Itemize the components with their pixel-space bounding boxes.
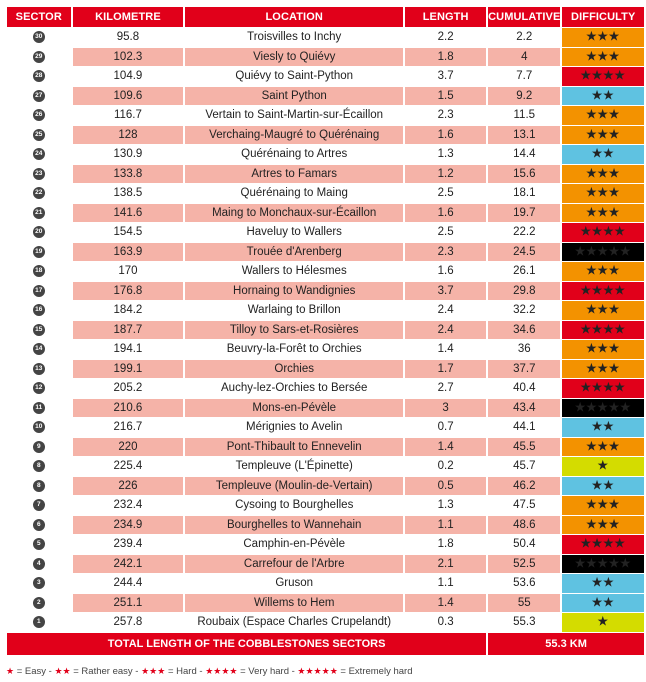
difficulty-stars: ★★★★★ <box>562 399 644 418</box>
table-row <box>7 48 644 67</box>
cumulative-cell: 43.4 <box>488 399 560 418</box>
length-cell: 1.1 <box>405 574 486 593</box>
length-cell: 1.6 <box>405 262 486 281</box>
kilometre-cell: 226 <box>73 477 184 496</box>
table-row <box>7 106 644 125</box>
difficulty-stars: ★★ <box>562 87 644 106</box>
location-cell: Troisvilles to Inchy <box>185 28 403 47</box>
kilometre-header: KILOMETRE <box>73 7 184 27</box>
difficulty-stars: ★★★ <box>562 496 644 515</box>
legend-label: = Easy - <box>14 666 55 677</box>
location-cell: Quérénaing to Artres <box>185 145 403 164</box>
length-cell: 1.5 <box>405 87 486 106</box>
sector-number-badge: 7 <box>33 499 45 511</box>
sector-number-badge: 18 <box>33 265 45 277</box>
sector-cell <box>7 165 71 184</box>
sector-cell <box>7 379 71 398</box>
sector-cell <box>7 262 71 281</box>
location-cell: Templeuve (L'Épinette) <box>185 457 403 476</box>
cumulative-cell: 45.7 <box>488 457 560 476</box>
table-row <box>7 165 644 184</box>
difficulty-stars: ★★★ <box>562 165 644 184</box>
kilometre-cell: 184.2 <box>73 301 184 320</box>
cumulative-cell: 2.2 <box>488 28 560 47</box>
sector-number-badge: 28 <box>33 70 45 82</box>
sector-header: SECTOR <box>7 7 71 27</box>
location-cell: Wallers to Hélesmes <box>185 262 403 281</box>
length-cell: 1.3 <box>405 496 486 515</box>
location-cell: Warlaing to Brillon <box>185 301 403 320</box>
location-cell: Hornaing to Wandignies <box>185 282 403 301</box>
length-cell: 2.4 <box>405 321 486 340</box>
sector-number-badge: 14 <box>33 343 45 355</box>
sector-number-badge: 8 <box>33 480 45 492</box>
table-row <box>7 67 644 86</box>
sector-cell <box>7 67 71 86</box>
location-cell: Willems to Hem <box>185 594 403 613</box>
difficulty-stars: ★★★ <box>562 204 644 223</box>
cumulative-cell: 53.6 <box>488 574 560 593</box>
sector-cell <box>7 594 71 613</box>
cumulative-cell: 36 <box>488 340 560 359</box>
cumulative-cell: 45.5 <box>488 438 560 457</box>
kilometre-cell: 242.1 <box>73 555 184 574</box>
kilometre-cell: 133.8 <box>73 165 184 184</box>
length-cell: 1.6 <box>405 126 486 145</box>
length-cell: 2.7 <box>405 379 486 398</box>
kilometre-cell: 210.6 <box>73 399 184 418</box>
table-row <box>7 321 644 340</box>
cumulative-cell: 48.6 <box>488 516 560 535</box>
kilometre-cell: 170 <box>73 262 184 281</box>
kilometre-cell: 225.4 <box>73 457 184 476</box>
table-row <box>7 126 644 145</box>
cumulative-cell: 11.5 <box>488 106 560 125</box>
difficulty-header: DIFFICULTY <box>562 7 644 27</box>
kilometre-cell: 109.6 <box>73 87 184 106</box>
kilometre-cell: 199.1 <box>73 360 184 379</box>
difficulty-stars: ★★★ <box>562 262 644 281</box>
sector-cell <box>7 223 71 242</box>
difficulty-stars: ★★★ <box>562 340 644 359</box>
sector-cell <box>7 106 71 125</box>
length-cell: 2.3 <box>405 243 486 262</box>
table-row <box>7 516 644 535</box>
sector-number-badge: 19 <box>33 246 45 258</box>
cumulative-cell: 40.4 <box>488 379 560 398</box>
legend-label: = Hard - <box>165 666 206 677</box>
difficulty-stars: ★★★★ <box>562 535 644 554</box>
kilometre-cell: 232.4 <box>73 496 184 515</box>
location-cell: Trouée d'Arenberg <box>185 243 403 262</box>
length-cell: 1.8 <box>405 48 486 67</box>
sector-number-badge: 30 <box>33 31 45 43</box>
sector-cell <box>7 535 71 554</box>
sector-cell <box>7 516 71 535</box>
difficulty-stars: ★★★★ <box>562 67 644 86</box>
table-row <box>7 574 644 593</box>
difficulty-stars: ★★★ <box>562 438 644 457</box>
sector-number-badge: 26 <box>33 109 45 121</box>
cumulative-cell: 24.5 <box>488 243 560 262</box>
table-row <box>7 262 644 281</box>
length-cell: 3 <box>405 399 486 418</box>
kilometre-cell: 176.8 <box>73 282 184 301</box>
sector-cell <box>7 184 71 203</box>
location-cell: Carrefour de l'Arbre <box>185 555 403 574</box>
cumulative-cell: 55.3 <box>488 613 560 632</box>
total-value: 55.3 KM <box>488 633 644 655</box>
table-row <box>7 555 644 574</box>
sector-number-badge: 2 <box>33 597 45 609</box>
location-cell: Saint Python <box>185 87 403 106</box>
table-row <box>7 418 644 437</box>
difficulty-stars: ★★★ <box>562 301 644 320</box>
table-body <box>7 28 644 632</box>
header-row <box>7 7 644 27</box>
sector-cell <box>7 399 71 418</box>
sector-cell <box>7 613 71 632</box>
difficulty-legend <box>6 666 412 677</box>
length-cell: 2.5 <box>405 184 486 203</box>
cumulative-cell: 4 <box>488 48 560 67</box>
cumulative-cell: 50.4 <box>488 535 560 554</box>
cumulative-cell: 52.5 <box>488 555 560 574</box>
sector-number-badge: 5 <box>33 538 45 550</box>
sector-cell <box>7 48 71 67</box>
table-row <box>7 28 644 47</box>
cumulative-cell: 15.6 <box>488 165 560 184</box>
sector-cell <box>7 574 71 593</box>
cumulative-cell: 44.1 <box>488 418 560 437</box>
legend-stars-icon: ★ <box>6 666 15 676</box>
difficulty-stars: ★★★★ <box>562 282 644 301</box>
cumulative-cell: 13.1 <box>488 126 560 145</box>
kilometre-cell: 128 <box>73 126 184 145</box>
sector-number-badge: 3 <box>33 577 45 589</box>
kilometre-cell: 187.7 <box>73 321 184 340</box>
difficulty-stars: ★★ <box>562 145 644 164</box>
difficulty-stars: ★★★ <box>562 516 644 535</box>
length-cell: 1.3 <box>405 145 486 164</box>
sector-number-badge: 17 <box>33 285 45 297</box>
cumulative-cell: 22.2 <box>488 223 560 242</box>
table-row <box>7 399 644 418</box>
table-row <box>7 535 644 554</box>
location-header: LOCATION <box>185 7 403 27</box>
cumulative-cell: 55 <box>488 594 560 613</box>
length-cell: 3.7 <box>405 282 486 301</box>
sector-number-badge: 29 <box>33 51 45 63</box>
location-cell: Beuvry-la-Forêt to Orchies <box>185 340 403 359</box>
kilometre-cell: 220 <box>73 438 184 457</box>
cobblestones-table <box>5 6 646 656</box>
legend-label: = Extremely hard <box>337 666 413 677</box>
location-cell: Roubaix (Espace Charles Crupelandt) <box>185 613 403 632</box>
difficulty-stars: ★★★★ <box>562 321 644 340</box>
sector-cell <box>7 360 71 379</box>
sector-cell <box>7 282 71 301</box>
legend-label: = Very hard - <box>237 666 298 677</box>
sector-number-badge: 6 <box>33 519 45 531</box>
difficulty-stars: ★★★★★ <box>562 243 644 262</box>
sector-number-badge: 4 <box>33 558 45 570</box>
location-cell: Camphin-en-Pévèle <box>185 535 403 554</box>
cumulative-cell: 32.2 <box>488 301 560 320</box>
difficulty-stars: ★★★ <box>562 184 644 203</box>
difficulty-stars: ★★★★★ <box>562 555 644 574</box>
location-cell: Templeuve (Moulin-de-Vertain) <box>185 477 403 496</box>
length-cell: 2.1 <box>405 555 486 574</box>
length-cell: 0.7 <box>405 418 486 437</box>
table-row <box>7 301 644 320</box>
sector-number-badge: 13 <box>33 363 45 375</box>
sector-cell <box>7 87 71 106</box>
location-cell: Gruson <box>185 574 403 593</box>
sector-cell <box>7 418 71 437</box>
length-cell: 2.5 <box>405 223 486 242</box>
cumulative-cell: 26.1 <box>488 262 560 281</box>
kilometre-cell: 102.3 <box>73 48 184 67</box>
sector-number-badge: 25 <box>33 129 45 141</box>
location-cell: Viesly to Quiévy <box>185 48 403 67</box>
length-cell: 1.7 <box>405 360 486 379</box>
legend-stars-icon: ★★★ <box>141 666 166 676</box>
length-cell: 2.4 <box>405 301 486 320</box>
sector-number-badge: 20 <box>33 226 45 238</box>
kilometre-cell: 251.1 <box>73 594 184 613</box>
sector-cell <box>7 438 71 457</box>
table-row <box>7 360 644 379</box>
kilometre-cell: 95.8 <box>73 28 184 47</box>
cumulative-cell: 7.7 <box>488 67 560 86</box>
sector-cell <box>7 555 71 574</box>
difficulty-stars: ★★★ <box>562 48 644 67</box>
sector-number-badge: 23 <box>33 168 45 180</box>
cumulative-cell: 14.4 <box>488 145 560 164</box>
kilometre-cell: 234.9 <box>73 516 184 535</box>
table-row <box>7 223 644 242</box>
kilometre-cell: 194.1 <box>73 340 184 359</box>
length-cell: 1.4 <box>405 340 486 359</box>
cumulative-cell: 46.2 <box>488 477 560 496</box>
kilometre-cell: 205.2 <box>73 379 184 398</box>
cumulative-cell: 19.7 <box>488 204 560 223</box>
table-row <box>7 594 644 613</box>
table-row <box>7 379 644 398</box>
location-cell: Cysoing to Bourghelles <box>185 496 403 515</box>
location-cell: Bourghelles to Wannehain <box>185 516 403 535</box>
length-cell: 1.4 <box>405 438 486 457</box>
length-header: LENGTH <box>405 7 486 27</box>
length-cell: 3.7 <box>405 67 486 86</box>
location-cell: Vertain to Saint-Martin-sur-Écaillon <box>185 106 403 125</box>
kilometre-cell: 257.8 <box>73 613 184 632</box>
cumulative-cell: 34.6 <box>488 321 560 340</box>
location-cell: Maing to Monchaux-sur-Écaillon <box>185 204 403 223</box>
table-row <box>7 457 644 476</box>
cumulative-cell: 18.1 <box>488 184 560 203</box>
difficulty-stars: ★★★ <box>562 360 644 379</box>
difficulty-stars: ★ <box>562 457 644 476</box>
table-row <box>7 282 644 301</box>
length-cell: 0.2 <box>405 457 486 476</box>
location-cell: Tilloy to Sars-et-Rosières <box>185 321 403 340</box>
location-cell: Mérignies to Avelin <box>185 418 403 437</box>
sector-number-badge: 27 <box>33 90 45 102</box>
sector-number-badge: 16 <box>33 304 45 316</box>
location-cell: Auchy-lez-Orchies to Bersée <box>185 379 403 398</box>
difficulty-stars: ★★ <box>562 594 644 613</box>
length-cell: 1.2 <box>405 165 486 184</box>
difficulty-stars: ★★★★ <box>562 379 644 398</box>
difficulty-stars: ★★ <box>562 574 644 593</box>
sector-cell <box>7 457 71 476</box>
location-cell: Pont-Thibault to Ennevelin <box>185 438 403 457</box>
legend-label: = Rather easy - <box>70 666 142 677</box>
location-cell: Haveluy to Wallers <box>185 223 403 242</box>
kilometre-cell: 244.4 <box>73 574 184 593</box>
difficulty-stars: ★★★ <box>562 28 644 47</box>
sector-cell <box>7 204 71 223</box>
sector-number-badge: 9 <box>33 441 45 453</box>
table-row <box>7 204 644 223</box>
table-row <box>7 613 644 632</box>
kilometre-cell: 116.7 <box>73 106 184 125</box>
cumulative-cell: 47.5 <box>488 496 560 515</box>
difficulty-stars: ★★★ <box>562 106 644 125</box>
location-cell: Artres to Famars <box>185 165 403 184</box>
cumulative-cell: 9.2 <box>488 87 560 106</box>
difficulty-stars: ★★ <box>562 477 644 496</box>
sector-cell <box>7 243 71 262</box>
sector-cell <box>7 477 71 496</box>
length-cell: 1.1 <box>405 516 486 535</box>
table-row <box>7 496 644 515</box>
table-row <box>7 243 644 262</box>
legend-stars-icon: ★★ <box>54 666 71 676</box>
length-cell: 1.6 <box>405 204 486 223</box>
sector-cell <box>7 145 71 164</box>
cumulative-cell: 37.7 <box>488 360 560 379</box>
kilometre-cell: 239.4 <box>73 535 184 554</box>
sector-number-badge: 24 <box>33 148 45 160</box>
kilometre-cell: 141.6 <box>73 204 184 223</box>
sector-number-badge: 1 <box>33 616 45 628</box>
table-row <box>7 184 644 203</box>
sector-cell <box>7 340 71 359</box>
sector-number-badge: 22 <box>33 187 45 199</box>
kilometre-cell: 104.9 <box>73 67 184 86</box>
table-row <box>7 145 644 164</box>
location-cell: Mons-en-Pévèle <box>185 399 403 418</box>
kilometre-cell: 216.7 <box>73 418 184 437</box>
table-row <box>7 87 644 106</box>
length-cell: 0.3 <box>405 613 486 632</box>
location-cell: Quiévy to Saint-Python <box>185 67 403 86</box>
cumulative-header: CUMULATIVE <box>488 7 560 27</box>
location-cell: Quérénaing to Maing <box>185 184 403 203</box>
difficulty-stars: ★ <box>562 613 644 632</box>
sector-number-badge: 8 <box>33 460 45 472</box>
legend-stars-icon: ★★★★★ <box>297 666 338 676</box>
sector-number-badge: 10 <box>33 421 45 433</box>
sector-number-badge: 12 <box>33 382 45 394</box>
difficulty-stars: ★★★★ <box>562 223 644 242</box>
sector-cell <box>7 496 71 515</box>
difficulty-stars: ★★★ <box>562 126 644 145</box>
length-cell: 0.5 <box>405 477 486 496</box>
sector-cell <box>7 126 71 145</box>
length-cell: 1.8 <box>405 535 486 554</box>
length-cell: 1.4 <box>405 594 486 613</box>
sector-number-badge: 11 <box>33 402 45 414</box>
location-cell: Verchaing-Maugré to Quérénaing <box>185 126 403 145</box>
kilometre-cell: 130.9 <box>73 145 184 164</box>
table-row <box>7 477 644 496</box>
sector-cell <box>7 28 71 47</box>
legend-stars-icon: ★★★★ <box>205 666 238 676</box>
kilometre-cell: 163.9 <box>73 243 184 262</box>
sector-cell <box>7 321 71 340</box>
kilometre-cell: 138.5 <box>73 184 184 203</box>
sector-number-badge: 15 <box>33 324 45 336</box>
cumulative-cell: 29.8 <box>488 282 560 301</box>
table-row <box>7 340 644 359</box>
length-cell: 2.3 <box>405 106 486 125</box>
kilometre-cell: 154.5 <box>73 223 184 242</box>
sector-cell <box>7 301 71 320</box>
length-cell: 2.2 <box>405 28 486 47</box>
total-row <box>7 633 644 655</box>
table-row <box>7 438 644 457</box>
location-cell: Orchies <box>185 360 403 379</box>
sector-number-badge: 21 <box>33 207 45 219</box>
difficulty-stars: ★★ <box>562 418 644 437</box>
total-label: TOTAL LENGTH OF THE COBBLESTONES SECTORS <box>7 633 486 655</box>
